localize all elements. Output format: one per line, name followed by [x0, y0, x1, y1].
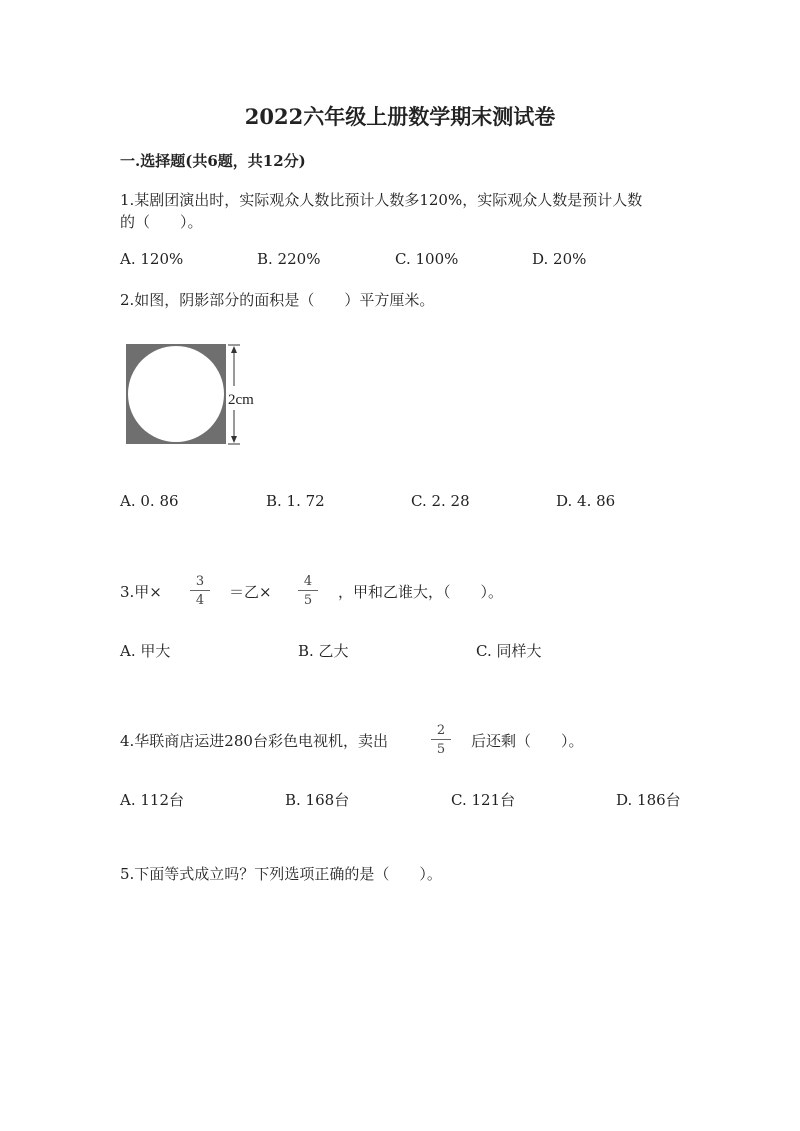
question-1-line-1: 1.某剧团演出时，实际观众人数比预计人数多120%，实际观众人数是预计人数	[120, 191, 643, 209]
question-4-prefix: 4.华联商店运进280台彩色电视机，卖出	[120, 732, 388, 750]
q4-option-b[interactable]: B. 168台	[285, 791, 350, 809]
q1-option-c[interactable]: C. 100%	[395, 250, 459, 268]
fraction-4-5	[298, 575, 318, 607]
shaded-square-figure	[124, 340, 274, 454]
q4-option-d[interactable]: D. 186台	[616, 791, 681, 809]
fraction-numerator: 3	[190, 575, 210, 591]
question-3-suffix: ，甲和乙谁大，（ ）。	[338, 583, 504, 601]
fraction-denominator: 5	[303, 593, 313, 608]
q1-option-b[interactable]: B. 220%	[257, 250, 321, 268]
fraction-2-5	[431, 724, 451, 756]
q3-option-a[interactable]: A. 甲大	[120, 642, 171, 660]
q1-option-d[interactable]: D. 20%	[532, 250, 587, 268]
q2-option-b[interactable]: B. 1. 72	[266, 492, 325, 510]
fraction-denominator: 5	[436, 742, 446, 757]
fraction-numerator: 4	[298, 575, 318, 591]
square-circle-diagram	[124, 340, 274, 450]
fraction-denominator: 4	[195, 593, 205, 608]
white-circle	[128, 346, 224, 442]
q4-option-c[interactable]: C. 121台	[451, 791, 516, 809]
question-3-mid: ＝乙×	[229, 583, 272, 601]
q2-option-c[interactable]: C. 2. 28	[411, 492, 470, 510]
question-5-text: 5.下面等式成立吗？下列选项正确的是（ ）。	[120, 865, 442, 883]
question-3-prefix: 3.甲×	[120, 583, 162, 601]
question-1-line-2: 的（ ）。	[120, 213, 203, 231]
dimension-label: 2cm	[228, 392, 254, 408]
q3-option-b[interactable]: B. 乙大	[298, 642, 349, 660]
q1-option-a[interactable]: A. 120%	[120, 250, 184, 268]
arrow-up-icon	[231, 346, 237, 353]
q2-option-d[interactable]: D. 4. 86	[556, 492, 616, 510]
fraction-numerator: 2	[431, 724, 451, 740]
page-title: 2022六年级上册数学期末测试卷	[244, 104, 556, 129]
q2-option-a[interactable]: A. 0. 86	[120, 492, 179, 510]
fraction-3-4	[190, 575, 210, 607]
question-4-suffix: 后还剩（ ）。	[471, 732, 584, 750]
q4-option-a[interactable]: A. 112台	[120, 791, 184, 809]
q3-option-c[interactable]: C. 同样大	[476, 642, 542, 660]
question-2-text: 2.如图，阴影部分的面积是（ ）平方厘米。	[120, 291, 435, 309]
arrow-down-icon	[231, 436, 237, 443]
section-heading: 一.选择题(共6题，共12分)	[120, 152, 306, 170]
